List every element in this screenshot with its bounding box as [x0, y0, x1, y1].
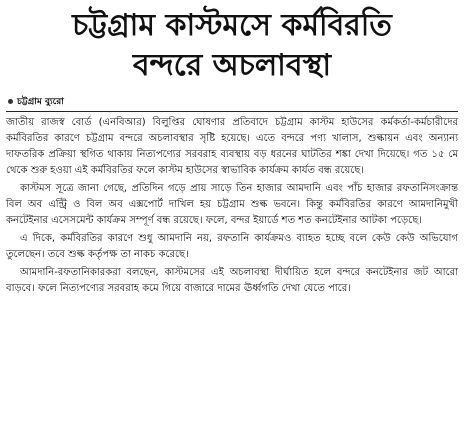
- article-body: [6, 115, 458, 297]
- paragraph: কাস্টমস সূত্রে জানা গেছে, প্রতিদিন গড়ে প্রায় সাড়ে তিন হাজার আমদানি এবং পাঁচ হাজার রফতানিসংক্রান্ত বিল অব এন্ট্রি ও বিল অব এক্সপোর্ট দাখিল হয় চট্টগ্রাম শুল্ক ভবনে। কিন্তু কর্মবিরতির কারণে আমদানিমুখী কনটেইনার এসেসমেন্ট কার্যক্রম সম্পূর্ণ বন্ধ রয়েছে। ফলে, বন্দর ইয়ার্ডে শত শত কনটেইনার আটকা পড়েছে।: [6, 183, 458, 226]
- divider: [6, 111, 458, 112]
- headline: [6, 0, 458, 86]
- byline-text: চট্টগ্রাম ব্যুরো: [17, 96, 64, 107]
- paragraph: জাতীয় রাজস্ব বোর্ড (এনবিআর) বিলুপ্তির ঘোষণার প্রতিবাদে চট্টগ্রাম কাস্টম হাউসের কর্মকর্তা-কর্মচারীদের কর্মবিরতির কারণে চট্টগ্রাম বন্দরে অচলাবস্থার সৃষ্টি হয়েছে। এতে বন্দরে পণ্য খালাস, শুল্কায়ন এবং অন্যান্য দাফতরিক প্রক্রিয়া স্থগিত থাকায় নিত্যপণ্যের সরবরাহ ব্যবস্থায় বড় ধরনের ঘাটতির শঙ্কা দেখা দিয়েছে। গত ১৫ মে থেকে শুরু হওয়া এই কর্মবিরতির ফলে কাস্টম হাউসের স্বাভাবিক কার্যক্রম কার্যত বন্ধ রয়েছে।: [6, 117, 458, 176]
- headline-line-1: চট্টগ্রাম কাস্টমসে কর্মবিরতি: [72, 8, 392, 43]
- paragraph: আমদানি-রফতানিকারকরা বলছেন, কাস্টমসের এই অচলাবস্থা দীর্ঘায়িত হলে বন্দরে কনটেইনার জট আরো বাড়বে। ফলে নিত্যপণ্যের সরবরাহ কমে গিয়ে বাজারে দামের ঊর্ধ্বগতি দেখা যেতে পারে।: [6, 267, 458, 294]
- headline-line-2: বন্দরে অচলাবস্থা: [132, 48, 332, 83]
- byline: [6, 94, 458, 108]
- paragraph: এ দিকে, কর্মবিরতির কারণে শুধু আমদানি নয়, রফতানি কার্যক্রমও ব্যাহত হচ্ছে বলে কেউ কেউ অভিযোগ তুলেছেন। তবে শুল্ক কর্তৃপক্ষ তা নাকচ করেছে।: [6, 233, 458, 260]
- bullet-icon: [8, 99, 13, 104]
